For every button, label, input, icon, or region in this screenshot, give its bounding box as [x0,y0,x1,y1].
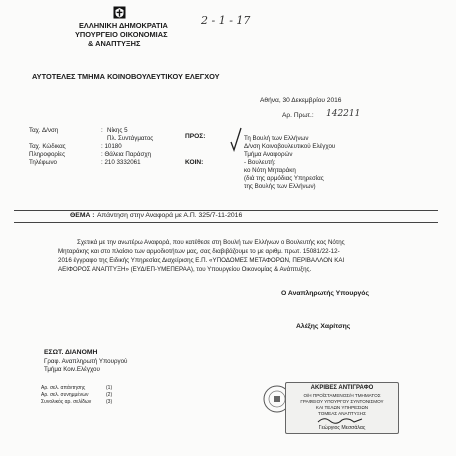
body-line-3: 2016 έγγραφο της Ειδικής Υπηρεσίας Διαχείρισης Ε.Π. «ΥΠΟΔΟΜΕΣ ΜΕΤΑΦΟΡΩΝ, ΠΕΡΙΒΑΛΛΟΝ ΚΑΙ [58,257,345,264]
handwritten-date: 2 - 1 - 17 [201,14,251,27]
to-label: ΠΡΟΣ: [185,133,206,140]
page-count-value-2: (2) [106,392,113,398]
check-mark-icon [229,126,243,152]
stamp-line-5: ΤΟΜΕΑΣ ΑΝΑΠΤΥΞΗΣ [318,411,366,416]
cc-label: ΚΟΙΝ: [185,159,204,166]
subject-top-rule [14,210,438,211]
page-count-label-2: Αρ. σελ. συνημμένων [41,392,89,398]
sender-phone-label: Τηλέφωνο [29,159,57,166]
body-line-1: Σχετικά με την ανωτέρω Αναφορά, που κατέθεσε στη Βουλή των Ελλήνων ο Βουλευτής κος Νότης [77,239,345,246]
page-count-label-1: Αρ. σελ. απάντησης [41,385,86,391]
subject-bottom-rule [14,222,438,223]
page-count-value-3: (3) [106,399,113,405]
sender-info-value: : Θάλεια Παράσχη [101,151,152,158]
sender-address-line2: Πλ. Συντάγματος [107,135,154,142]
body-line-2: Μηταράκης και στο πλαίσιο των αρμοδιοτήτων μας, σας διαβιβάζουμε το με αριθμ. πρωτ. 15081/22-12- [58,248,340,255]
body-line-4: ΑΕΙΦΟΡΟΣ ΑΝΑΠΤΥΞΗ» (ΕΥΔ/ΕΠ-ΥΜΕΠΕΡΑΑ), του Υπουργείου Οικονομίας & Ανάπτυξης. [58,266,312,273]
cc-line-3: (διά της αρμόδιας Υπηρεσίας [244,175,324,182]
stamp-line-3: ΓΡΑΦΕΙΟΥ ΥΠΟΥΡΓΟΥ ΣΥΝΤΟΝΙΣΜΟΥ [300,399,384,404]
subject-label: ΘΕΜΑ : [70,212,95,219]
subject-text: Απάντηση στην Αναφορά με Α.Π. 325/7-11-2016 [97,212,243,219]
sender-address-label: Ταχ. Δ/νση [29,127,59,134]
stamp-signature-scribble [316,415,366,425]
department-name: ΑΥΤΟΤΕΛΕΣ ΤΜΗΜΑ ΚΟΙΝΟΒΟΥΛΕΥΤΙΚΟΥ ΕΛΕΓΧΟΥ [32,72,220,81]
cc-line-1: - Βουλευτή: [244,159,276,166]
distribution-title: ΕΣΩΤ. ΔΙΑΝΟΜΗ [44,349,98,356]
sender-address-line1: Νίκης 5 [107,127,128,134]
sender-zip-label: Ταχ. Κώδικας [29,143,66,150]
distribution-line-2: Τμήμα Κοιν.Ελέγχου [44,366,100,373]
stamp-line-1: ΑΚΡΙΒΕΣ ΑΝΤΙΓΡΑΦΟ [310,385,374,391]
to-line-3: Τμήμα Αναφορών [244,151,293,158]
sender-phone-value: : 210 3332061 [101,159,141,166]
to-line-2: Δ/νση Κοινοβουλευτικού Ελέγχου [244,143,336,150]
distribution-line-1: Γραφ. Αναπληρωτή Υπουργού [44,358,128,365]
coat-of-arms-emblem-icon [113,6,126,19]
to-line-1: Τη Βουλή των Ελλήνων [244,135,309,142]
certified-copy-stamp [285,382,399,434]
ministry-name-line2: & ΑΝΑΠΤΥΞΗΣ [88,39,141,48]
protocol-number: 142211 [326,109,361,119]
sender-zip-value: : 10180 [101,143,122,150]
stamp-line-2: Ο/Η ΠΡΟΪΣΤΑΜΕΝΟΣ/Η ΤΜΗΜΑΤΟΣ [303,393,381,398]
signature-role: Ο Αναπληρωτής Υπουργός [281,290,369,297]
stamp-signer: Γεώργιος Μεσσάλας [318,425,366,431]
sender-info-label: Πληροφορίες [29,151,66,158]
cc-line-4: της Βουλής των Ελλήνων) [244,183,316,190]
signature-name: Αλέξης Χαρίτσης [296,323,351,330]
ministry-name: ΥΠΟΥΡΓΕΙΟ ΟΙΚΟΝΟΜΙΑΣ [75,30,168,39]
stamp-line-4: ΚΑΙ ΤΕΛΩΝ ΥΠΗΡΕΣΙΩΝ [315,405,369,410]
page-count-label-3: Συνολικός αρ. σελίδων [41,399,92,405]
place-date: Αθήνα, 30 Δεκεμβρίου 2016 [260,97,342,104]
sender-address-sep: : [101,127,103,134]
cc-line-2: κο Νότη Μηταράκη [244,167,296,174]
protocol-label: Αρ. Πρωτ.: [282,112,314,119]
page-count-value-1: (1) [106,385,113,391]
country-name: ΕΛΛΗΝΙΚΗ ΔΗΜΟΚΡΑΤΙΑ [79,21,168,30]
